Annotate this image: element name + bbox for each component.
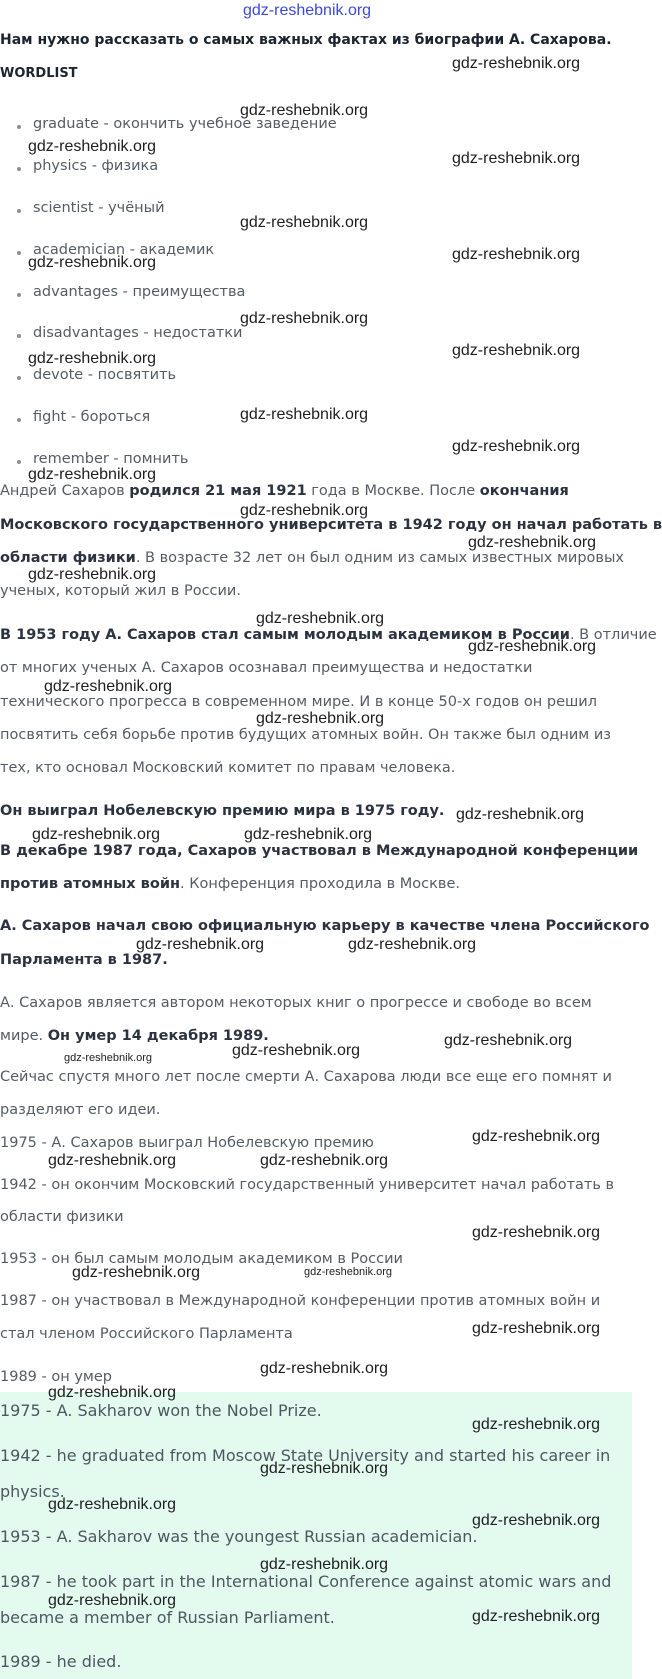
paragraph-4-line: против атомных войн. Конференция проходила в Москве.: [0, 876, 460, 892]
ru-date-line: 1942 - он окончим Московский государственный университет начал работать в: [0, 1177, 615, 1193]
watermark: gdz-reshebnik.org: [444, 1032, 573, 1049]
en-date-line: 1942 - he graduated from Moscow State University and started his career in: [0, 1446, 611, 1465]
paragraph-1-line: Московского государственного университета в 1942 году он начал работать в: [0, 517, 662, 533]
watermark: gdz-reshebnik.org: [472, 1128, 601, 1145]
watermark: gdz-reshebnik.org: [452, 438, 581, 455]
paragraph-7-line: разделяют его идеи.: [0, 1102, 161, 1118]
watermark: gdz-reshebnik.org: [468, 534, 597, 551]
en-date-line: 1989 - he died.: [0, 1652, 122, 1671]
list-item: advantages - преимущества: [33, 284, 246, 300]
watermark: gdz-reshebnik.org: [348, 936, 477, 953]
ru-date-line: стал членом Российского Парламента: [0, 1326, 293, 1342]
list-item: fight - бороться: [33, 409, 151, 425]
watermark: gdz-reshebnik.org: [472, 1320, 601, 1337]
watermark: gdz-reshebnik.org: [136, 936, 265, 953]
wordlist-heading: WORDLIST: [0, 66, 78, 81]
paragraph-5-line: А. Сахаров начал свою официальную карьеру в качестве члена Российского: [0, 918, 650, 934]
watermark: gdz-reshebnik.org: [452, 342, 581, 359]
paragraph-1-line: ученых, который жил в России.: [0, 583, 241, 599]
watermark: gdz-reshebnik.org: [452, 246, 581, 263]
paragraph-6-line: А. Сахаров является автором некоторых книг о прогрессе и свободе во всем: [0, 995, 592, 1011]
watermark: gdz-reshebnik.org: [260, 1460, 389, 1477]
watermark: gdz-reshebnik.org: [452, 55, 581, 72]
watermark: gdz-reshebnik.org: [28, 254, 157, 271]
watermark: gdz-reshebnik.org: [260, 1556, 389, 1573]
ru-date-line: 1953 - он был самым молодым академиком в России: [0, 1251, 403, 1267]
paragraph-2-line: от многих ученых А. Сахаров осознавал преимущества и недостатки: [0, 660, 533, 676]
question-text: Нам нужно рассказать о самых важных фактах из биографии А. Сахарова.: [0, 32, 612, 48]
watermark: gdz-reshebnik.org: [240, 310, 369, 327]
watermark: gdz-reshebnik.org: [244, 826, 373, 843]
watermark: gdz-reshebnik.org: [72, 1264, 201, 1281]
paragraph-3: Он выиграл Нобелевскую премию мира в 1975 году.: [0, 803, 445, 819]
paragraph-2-line: технического прогресса в современном мире. И в конце 50-х годов он решил: [0, 694, 597, 710]
paragraph-6-line: мире. Он умер 14 декабря 1989.: [0, 1028, 269, 1044]
paragraph-2-line: В 1953 году А. Сахаров стал самым молодым академиком в России. В отличие: [0, 627, 657, 643]
watermark: gdz-reshebnik.org: [468, 638, 597, 655]
ru-date-line: 1975 - А. Сахаров выиграл Нобелевскую премию: [0, 1135, 374, 1151]
watermark: gdz-reshebnik.org: [48, 1152, 177, 1169]
paragraph-4-line: В декабре 1987 года, Сахаров участвовал в Международной конференции: [0, 843, 639, 859]
en-date-line: 1975 - A. Sakharov won the Nobel Prize.: [0, 1401, 322, 1420]
list-item: remember - помнить: [33, 451, 189, 467]
watermark: gdz-reshebnik.org: [260, 1360, 389, 1377]
watermark: gdz-reshebnik.org: [240, 502, 369, 519]
watermark: gdz-reshebnik.org: [256, 710, 385, 727]
list-item: physics - физика: [33, 158, 159, 174]
watermark-top: gdz-reshebnik.org: [243, 2, 372, 19]
watermark: gdz-reshebnik.org: [472, 1608, 601, 1625]
watermark: gdz-reshebnik.org: [32, 826, 161, 843]
watermark: gdz-reshebnik.org: [456, 806, 585, 823]
watermark: gdz-reshebnik.org: [304, 1266, 393, 1278]
en-date-line: 1987 - he took part in the International Conference against atomic wars and: [0, 1572, 612, 1591]
watermark: gdz-reshebnik.org: [48, 1496, 177, 1513]
watermark: gdz-reshebnik.org: [472, 1512, 601, 1529]
ru-date-line: 1987 - он участвовал в Международной конференции против атомных войн и: [0, 1293, 601, 1309]
watermark: gdz-reshebnik.org: [260, 1152, 389, 1169]
watermark: gdz-reshebnik.org: [232, 1042, 361, 1059]
paragraph-1-line: области физики. В возрасте 32 лет он был одним из самых известных мировых: [0, 550, 624, 566]
watermark: gdz-reshebnik.org: [28, 138, 157, 155]
list-item: disadvantages - недостатки: [33, 325, 243, 341]
watermark: gdz-reshebnik.org: [44, 678, 173, 695]
watermark: gdz-reshebnik.org: [48, 1592, 177, 1609]
paragraph-1-line: Андрей Сахаров родился 21 мая 1921 года в Москве. После окончания: [0, 483, 569, 499]
watermark: gdz-reshebnik.org: [472, 1224, 601, 1241]
watermark: gdz-reshebnik.org: [256, 610, 385, 627]
watermark: gdz-reshebnik.org: [452, 150, 581, 167]
watermark: gdz-reshebnik.org: [240, 102, 369, 119]
list-item: scientist - учёный: [33, 200, 165, 216]
watermark: gdz-reshebnik.org: [472, 1416, 601, 1433]
en-date-line: physics.: [0, 1482, 65, 1501]
ru-date-line: области физики: [0, 1209, 124, 1225]
watermark: gdz-reshebnik.org: [240, 406, 369, 423]
ru-date-line: 1989 - он умер: [0, 1369, 112, 1385]
paragraph-7-line: Сейчас спустя много лет после смерти А. Сахарова люди все еще его помнят и: [0, 1069, 612, 1085]
watermark: gdz-reshebnik.org: [28, 566, 157, 583]
paragraph-2-line: тех, кто основал Московский комитет по правам человека.: [0, 760, 456, 776]
watermark: gdz-reshebnik.org: [28, 350, 157, 367]
watermark: gdz-reshebnik.org: [28, 466, 157, 483]
list-item: graduate - окончить учебное заведение: [33, 116, 337, 132]
en-date-line: 1953 - A. Sakharov was the youngest Russian academician.: [0, 1527, 478, 1546]
watermark: gdz-reshebnik.org: [48, 1384, 177, 1401]
paragraph-2-line: посвятить себя борьбе против будущих атомных войн. Он также был одним из: [0, 727, 611, 743]
watermark: gdz-reshebnik.org: [64, 1052, 153, 1064]
list-item: devote - посвятить: [33, 367, 177, 383]
watermark: gdz-reshebnik.org: [240, 214, 369, 231]
list-item: academician - академик: [33, 242, 215, 258]
en-date-line: became a member of Russian Parliament.: [0, 1608, 335, 1627]
paragraph-5-line: Парламента в 1987.: [0, 952, 168, 968]
